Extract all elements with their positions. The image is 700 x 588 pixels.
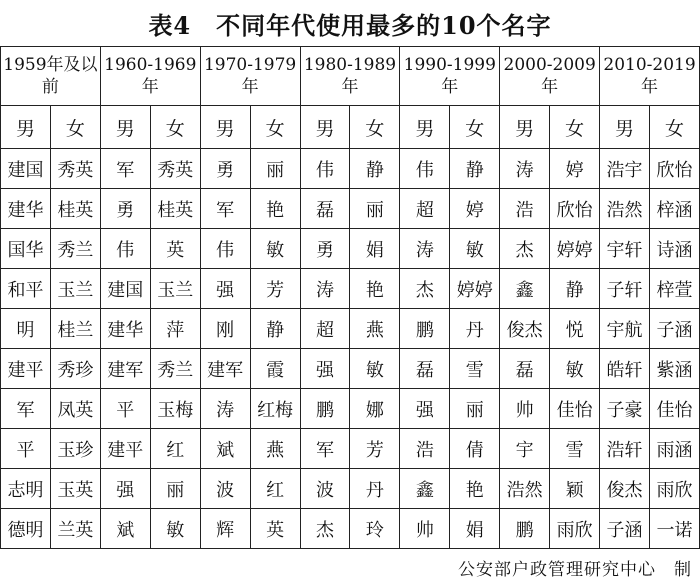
name-cell: 玉珍 (50, 429, 100, 469)
name-cell: 波 (300, 469, 350, 509)
name-cell: 子涵 (649, 309, 699, 349)
gender-header-male: 男 (400, 106, 450, 149)
name-cell: 鑫 (500, 269, 550, 309)
name-cell: 一诺 (649, 509, 699, 549)
name-cell: 敏 (350, 349, 400, 389)
name-cell: 玉英 (50, 469, 100, 509)
name-cell: 丽 (250, 149, 300, 189)
name-cell: 悦 (550, 309, 600, 349)
table-row (1, 149, 700, 189)
name-cell: 红 (150, 429, 200, 469)
name-cell: 斌 (100, 509, 150, 549)
name-cell: 秀兰 (150, 349, 200, 389)
name-cell: 紫涵 (649, 349, 699, 389)
name-cell: 超 (400, 189, 450, 229)
name-cell: 丽 (350, 189, 400, 229)
names-table (0, 46, 700, 549)
gender-header-female: 女 (450, 106, 500, 149)
name-cell: 宇轩 (600, 229, 650, 269)
name-cell: 红梅 (250, 389, 300, 429)
gender-header-female: 女 (50, 106, 100, 149)
name-cell: 倩 (450, 429, 500, 469)
name-cell: 涛 (500, 149, 550, 189)
gender-header-male: 男 (300, 106, 350, 149)
name-cell: 桂兰 (50, 309, 100, 349)
name-cell: 涛 (400, 229, 450, 269)
name-cell: 强 (200, 269, 250, 309)
name-cell: 鹏 (300, 389, 350, 429)
name-cell: 佳怡 (649, 389, 699, 429)
name-cell: 梓涵 (649, 189, 699, 229)
name-cell: 颖 (550, 469, 600, 509)
name-cell: 子轩 (600, 269, 650, 309)
name-cell: 霞 (250, 349, 300, 389)
name-cell: 鑫 (400, 469, 450, 509)
name-cell: 宇航 (600, 309, 650, 349)
table-row (1, 229, 700, 269)
name-cell: 雨欣 (649, 469, 699, 509)
name-cell: 建华 (1, 189, 51, 229)
name-cell: 艳 (450, 469, 500, 509)
name-cell: 强 (400, 389, 450, 429)
name-cell: 桂英 (150, 189, 200, 229)
name-cell: 浩轩 (600, 429, 650, 469)
gender-header-male: 男 (1, 106, 51, 149)
name-cell: 芳 (350, 429, 400, 469)
name-cell: 欣怡 (649, 149, 699, 189)
gender-header-female: 女 (250, 106, 300, 149)
name-cell: 刚 (200, 309, 250, 349)
name-cell: 平 (100, 389, 150, 429)
name-cell: 丹 (350, 469, 400, 509)
gender-header-male: 男 (600, 106, 650, 149)
period-header-row (1, 47, 700, 106)
name-cell: 帅 (500, 389, 550, 429)
name-cell: 鹏 (400, 309, 450, 349)
name-cell: 艳 (350, 269, 400, 309)
name-cell: 娟 (350, 229, 400, 269)
name-cell: 浩 (500, 189, 550, 229)
table-row (1, 349, 700, 389)
name-cell: 和平 (1, 269, 51, 309)
period-header: 1980-1989年 (300, 47, 400, 106)
name-cell: 磊 (300, 189, 350, 229)
name-cell: 丹 (450, 309, 500, 349)
name-cell: 静 (550, 269, 600, 309)
name-cell: 超 (300, 309, 350, 349)
name-cell: 秀兰 (50, 229, 100, 269)
names-table-body (1, 149, 700, 549)
name-cell: 娜 (350, 389, 400, 429)
name-cell: 艳 (250, 189, 300, 229)
name-cell: 建国 (1, 149, 51, 189)
name-cell: 伟 (200, 229, 250, 269)
name-cell: 欣怡 (550, 189, 600, 229)
table-row (1, 309, 700, 349)
name-cell: 英 (150, 229, 200, 269)
name-cell: 婷婷 (550, 229, 600, 269)
name-cell: 勇 (200, 149, 250, 189)
name-cell: 俊杰 (500, 309, 550, 349)
name-cell: 芳 (250, 269, 300, 309)
name-cell: 军 (200, 189, 250, 229)
name-cell: 子涵 (600, 509, 650, 549)
name-cell: 梓萱 (649, 269, 699, 309)
name-cell: 玲 (350, 509, 400, 549)
name-cell: 敏 (550, 349, 600, 389)
name-cell: 鹏 (500, 509, 550, 549)
table-row (1, 189, 700, 229)
period-header: 1970-1979年 (200, 47, 300, 106)
name-cell: 雨涵 (649, 429, 699, 469)
name-cell: 佳怡 (550, 389, 600, 429)
gender-header-female: 女 (649, 106, 699, 149)
name-cell: 婷 (550, 149, 600, 189)
name-cell: 红 (250, 469, 300, 509)
name-cell: 浩宇 (600, 149, 650, 189)
period-header: 1990-1999年 (400, 47, 500, 106)
gender-header-female: 女 (350, 106, 400, 149)
name-cell: 秀英 (150, 149, 200, 189)
name-cell: 子豪 (600, 389, 650, 429)
name-cell: 浩然 (500, 469, 550, 509)
name-cell: 浩 (400, 429, 450, 469)
name-cell: 凤英 (50, 389, 100, 429)
name-cell: 雪 (550, 429, 600, 469)
name-cell: 燕 (350, 309, 400, 349)
name-cell: 建军 (100, 349, 150, 389)
name-cell: 伟 (400, 149, 450, 189)
name-cell: 静 (450, 149, 500, 189)
name-cell: 勇 (300, 229, 350, 269)
name-cell: 勇 (100, 189, 150, 229)
name-cell: 斌 (200, 429, 250, 469)
name-cell: 静 (350, 149, 400, 189)
name-cell: 丽 (450, 389, 500, 429)
table-row (1, 509, 700, 549)
name-cell: 波 (200, 469, 250, 509)
name-cell: 强 (100, 469, 150, 509)
name-cell: 燕 (250, 429, 300, 469)
name-cell: 萍 (150, 309, 200, 349)
name-cell: 杰 (400, 269, 450, 309)
name-cell: 杰 (300, 509, 350, 549)
name-cell: 强 (300, 349, 350, 389)
name-cell: 伟 (300, 149, 350, 189)
period-header: 1960-1969年 (100, 47, 200, 106)
name-cell: 玉梅 (150, 389, 200, 429)
name-cell: 军 (300, 429, 350, 469)
name-cell: 辉 (200, 509, 250, 549)
name-cell: 敏 (250, 229, 300, 269)
name-cell: 建平 (100, 429, 150, 469)
gender-header-row (1, 106, 700, 149)
name-cell: 国华 (1, 229, 51, 269)
name-cell: 磊 (400, 349, 450, 389)
gender-header-male: 男 (100, 106, 150, 149)
name-cell: 秀珍 (50, 349, 100, 389)
gender-header-female: 女 (550, 106, 600, 149)
name-cell: 涛 (200, 389, 250, 429)
source-credit: 公安部户政管理研究中心 制 (458, 560, 692, 580)
name-cell: 婷 (450, 189, 500, 229)
name-cell: 宇 (500, 429, 550, 469)
name-cell: 德明 (1, 509, 51, 549)
name-cell: 玉兰 (50, 269, 100, 309)
name-cell: 英 (250, 509, 300, 549)
name-cell: 静 (250, 309, 300, 349)
name-cell: 俊杰 (600, 469, 650, 509)
name-cell: 秀英 (50, 149, 100, 189)
name-cell: 帅 (400, 509, 450, 549)
name-cell: 桂英 (50, 189, 100, 229)
name-cell: 雨欣 (550, 509, 600, 549)
name-cell: 雪 (450, 349, 500, 389)
table-row (1, 269, 700, 309)
name-cell: 军 (100, 149, 150, 189)
gender-header-male: 男 (500, 106, 550, 149)
name-cell: 志明 (1, 469, 51, 509)
name-cell: 建华 (100, 309, 150, 349)
name-cell: 诗涵 (649, 229, 699, 269)
name-cell: 敏 (150, 509, 200, 549)
name-cell: 丽 (150, 469, 200, 509)
name-cell: 平 (1, 429, 51, 469)
name-cell: 玉兰 (150, 269, 200, 309)
period-header: 1959年及以前 (1, 47, 101, 106)
table-row (1, 389, 700, 429)
period-header: 2000-2009年 (500, 47, 600, 106)
name-cell: 建国 (100, 269, 150, 309)
name-cell: 明 (1, 309, 51, 349)
gender-header-female: 女 (150, 106, 200, 149)
name-cell: 磊 (500, 349, 550, 389)
name-cell: 浩然 (600, 189, 650, 229)
name-cell: 敏 (450, 229, 500, 269)
name-cell: 兰英 (50, 509, 100, 549)
name-cell: 婷婷 (450, 269, 500, 309)
gender-header-male: 男 (200, 106, 250, 149)
table-row (1, 429, 700, 469)
name-cell: 娟 (450, 509, 500, 549)
table-row (1, 469, 700, 509)
name-cell: 皓轩 (600, 349, 650, 389)
name-cell: 建军 (200, 349, 250, 389)
name-cell: 建平 (1, 349, 51, 389)
name-cell: 军 (1, 389, 51, 429)
name-cell: 涛 (300, 269, 350, 309)
name-cell: 杰 (500, 229, 550, 269)
table-title: 表4 不同年代使用最多的10个名字 (148, 11, 552, 40)
period-header: 2010-2019年 (600, 47, 700, 106)
name-cell: 伟 (100, 229, 150, 269)
